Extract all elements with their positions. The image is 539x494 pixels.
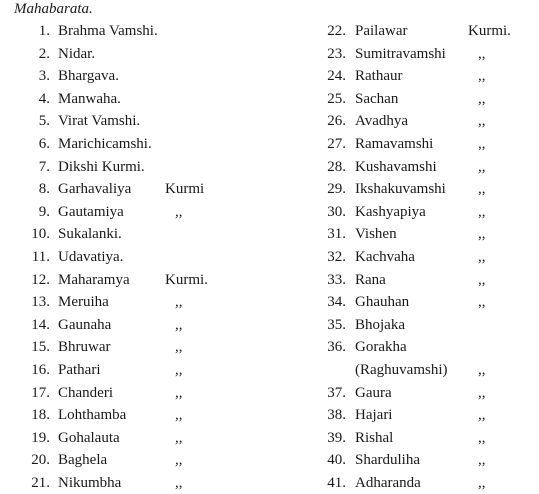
item-name: Dikshi Kurmi. (58, 158, 145, 175)
item-annotation: ,, (175, 294, 183, 311)
item-name: Ghauhan (355, 294, 410, 311)
item-number: 2. (38, 45, 50, 62)
item-name: Pathari (58, 362, 101, 378)
item-annotation: ,, (478, 362, 486, 378)
item-annotation: ,, (478, 203, 486, 220)
item-name: Udavatiya. (58, 249, 124, 265)
item-number: 4. (38, 90, 50, 107)
item-name: Gohalauta (58, 429, 120, 446)
item-annotation: ,, (175, 316, 183, 333)
list-item (0, 246, 539, 268)
item-number: 10. (31, 226, 50, 243)
item-number: 3. (38, 68, 50, 85)
item-number: 41. (327, 475, 346, 491)
item-number: 9. (38, 203, 50, 220)
list-item (0, 43, 539, 65)
item-annotation: ,, (175, 203, 183, 220)
list-item (0, 336, 539, 358)
item-name: Gaunaha (58, 316, 112, 333)
item-annotation: ,, (478, 429, 486, 446)
list-item (0, 88, 539, 110)
item-number: 37. (327, 384, 346, 401)
item-number: 36. (327, 339, 346, 356)
item-name: Rathaur (355, 68, 403, 85)
item-name: Hajari (355, 407, 393, 424)
item-annotation: ,, (478, 158, 486, 175)
item-name: Garhavaliya (58, 181, 132, 198)
item-name: Ramavamshi (355, 136, 434, 152)
item-name: Meruiha (58, 294, 109, 311)
list-item (0, 382, 539, 404)
item-annotation: ,, (478, 294, 486, 311)
item-name: (Raghuvamshi) (355, 362, 448, 378)
list-item (0, 404, 539, 426)
item-name: Bhojaka (355, 316, 405, 333)
item-annotation: ,, (478, 271, 486, 288)
item-name: Rishal (355, 429, 394, 446)
item-name: Maharamya (58, 271, 130, 288)
item-number: 38. (327, 407, 346, 424)
item-number: 33. (327, 271, 346, 288)
item-name: Avadhya (355, 113, 409, 130)
list-item (0, 427, 539, 449)
item-name: Gautamiya (58, 203, 124, 220)
item-name: Baghela (58, 452, 108, 469)
item-name: Sukalanki. (58, 226, 122, 243)
item-name: Sachan (355, 90, 399, 107)
list-item (0, 314, 539, 336)
list-item (0, 65, 539, 87)
item-name: Chanderi (58, 384, 113, 401)
item-number: 5. (38, 113, 50, 130)
item-name: Brahma Vamshi. (58, 23, 158, 39)
item-name: Marichicamshi. (58, 136, 152, 152)
item-name: Kachvaha (355, 249, 415, 265)
item-name: Manwaha. (58, 90, 121, 107)
item-name: Virat Vamshi. (58, 113, 141, 130)
item-annotation: ,, (478, 452, 486, 469)
item-name: Nidar. (58, 45, 96, 62)
section-heading: Mahabarata. (14, 1, 93, 17)
item-name: Kashyapiya (355, 203, 426, 220)
item-name: Kushavamshi (355, 158, 437, 175)
item-annotation: ,, (478, 407, 486, 424)
item-number: 24. (327, 68, 346, 85)
item-annotation: ,, (175, 429, 183, 446)
item-number: 35. (327, 316, 346, 333)
list-item (0, 449, 539, 471)
item-name: Lohthamba (58, 407, 127, 424)
item-annotation: ,, (175, 339, 183, 356)
item-annotation: ,, (478, 90, 486, 107)
item-annotation: ,, (175, 362, 183, 378)
item-number: 30. (327, 203, 346, 220)
item-annotation: ,, (175, 475, 183, 491)
item-number: 29. (327, 181, 346, 198)
item-annotation: Kurmi (165, 181, 205, 198)
item-number: 31. (327, 226, 346, 243)
item-number: 23. (327, 45, 346, 62)
list-item (0, 223, 539, 245)
item-number: 28. (327, 158, 346, 175)
item-number: 27. (327, 136, 346, 152)
item-name: Sumitravamshi (355, 45, 446, 62)
item-number: 20. (31, 452, 50, 469)
item-number: 19. (31, 429, 50, 446)
item-annotation: ,, (175, 384, 183, 401)
item-name: Vishen (355, 226, 397, 243)
list-item (0, 359, 539, 381)
item-annotation: Kurmi. (165, 271, 208, 288)
item-number: 14. (31, 316, 50, 333)
list-item (0, 20, 539, 42)
item-annotation: ,, (478, 384, 486, 401)
list-item (0, 178, 539, 200)
item-number: 32. (327, 249, 346, 265)
item-name: Nikumbha (58, 475, 122, 491)
item-number: 21. (31, 475, 50, 491)
item-name: Sharduliha (355, 452, 420, 469)
item-annotation: ,, (478, 113, 486, 130)
item-number: 18. (31, 407, 50, 424)
item-number: 40. (327, 452, 346, 469)
item-name: Gaura (355, 384, 392, 401)
item-number: 16. (31, 362, 50, 378)
item-number: 26. (327, 113, 346, 130)
list-item (0, 133, 539, 155)
item-annotation: Kurmi. (468, 23, 511, 39)
list-item (0, 110, 539, 132)
list-item (0, 156, 539, 178)
item-name: Rana (355, 271, 386, 288)
item-annotation: ,, (175, 452, 183, 469)
item-name: Pailawar (355, 23, 408, 39)
item-number: 13. (31, 294, 50, 311)
item-number: 39. (327, 429, 346, 446)
item-number: 15. (31, 339, 50, 356)
item-name: Bhargava. (58, 68, 119, 85)
list-item (0, 201, 539, 223)
item-annotation: ,, (478, 68, 486, 85)
item-annotation: ,, (175, 407, 183, 424)
item-number: 1. (38, 23, 50, 39)
item-number: 11. (31, 249, 50, 265)
item-number: 25. (327, 90, 346, 107)
item-annotation: ,, (478, 181, 486, 198)
list-item (0, 269, 539, 291)
item-annotation: ,, (478, 226, 486, 243)
item-number: 8. (38, 181, 50, 198)
item-annotation: ,, (478, 249, 486, 265)
item-number: 34. (327, 294, 346, 311)
list-item (0, 291, 539, 313)
item-number: 12. (31, 271, 50, 288)
list-item (0, 472, 539, 494)
item-name: Gorakha (355, 339, 407, 356)
item-annotation: ,, (478, 136, 486, 152)
item-number: 7. (38, 158, 50, 175)
item-annotation: ,, (478, 475, 486, 491)
item-name: Ikshakuvamshi (355, 181, 446, 198)
item-number: 17. (31, 384, 50, 401)
item-name: Bhruwar (58, 339, 111, 356)
item-annotation: ,, (478, 45, 486, 62)
item-number: 22. (327, 23, 346, 39)
item-name: Adharanda (355, 475, 421, 491)
item-number: 6. (38, 136, 50, 152)
